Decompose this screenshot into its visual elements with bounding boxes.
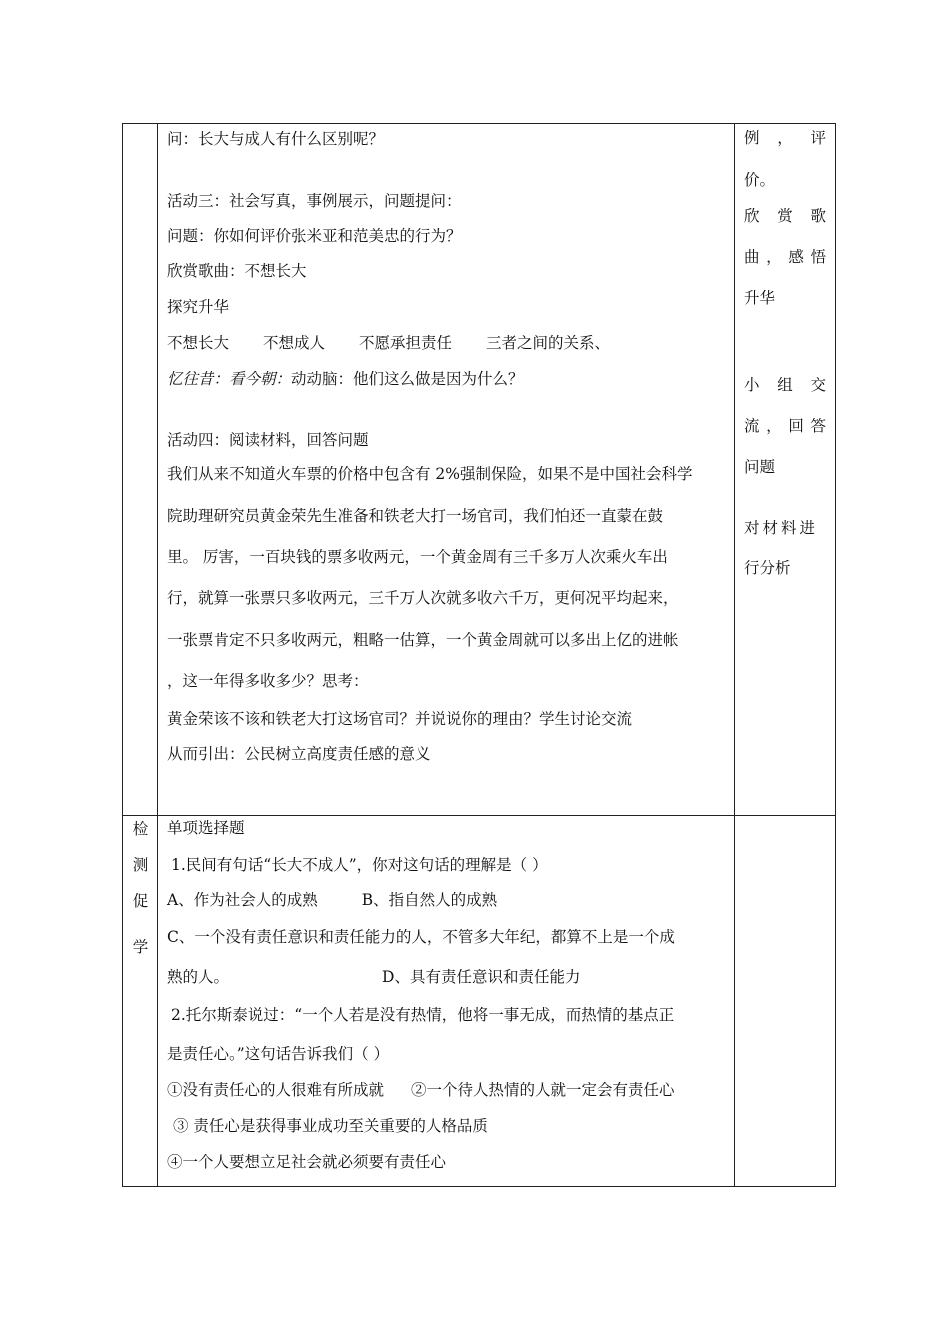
note-line: 流 ， 回 答 xyxy=(744,417,826,435)
q2-stem-cont: 是责任心。”这句话告诉我们（ ） xyxy=(167,1045,390,1063)
recall-italic: 忆往昔：看今朝： xyxy=(167,370,292,388)
material-line: 一张票肯定不只多收两元，粗略一估算，一个黄金周就可以多出上亿的进帐 xyxy=(167,631,679,649)
q1-stem: 1.民间有句话“长大不成人”，你对这句话的理解是（ ） xyxy=(171,856,548,874)
test-title: 单项选择题 xyxy=(167,819,245,837)
note-line: 小 组 交 xyxy=(744,376,826,394)
note-line: 例 ， 评 xyxy=(744,129,826,147)
note-line: 曲 ， 感 悟 xyxy=(744,248,826,266)
activity3-title: 活动三：社会写真，事例展示，问题提问： xyxy=(167,192,462,210)
activity3-question: 问题：你如何评价张米亚和范美忠的行为？ xyxy=(167,227,462,245)
note-line: 问题 xyxy=(744,458,776,476)
q1-option-a: A、作为社会人的成熟 xyxy=(167,891,318,909)
q2-choice-1: ①没有责任心的人很难有所成就 xyxy=(167,1081,385,1099)
note-line: 价。 xyxy=(744,171,776,189)
q1-option-c-cont: 熟的人。 xyxy=(167,968,230,986)
recall-line xyxy=(167,369,524,389)
note-line: 欣 赏 歌 xyxy=(744,207,826,225)
q1-option-b: B、指自然人的成熟 xyxy=(361,891,498,909)
row-divider xyxy=(123,815,835,816)
column-divider-left xyxy=(157,124,158,1186)
note-line: 对材料进 xyxy=(744,519,819,537)
note-line: 行分析 xyxy=(744,559,791,577)
q1-option-c: C、一个没有责任意识和责任能力的人，不管多大年纪，都算不上是一个成 xyxy=(167,928,675,946)
column-divider-right xyxy=(734,124,735,1186)
q2-choice-4: ④一个人要想立足社会就必须要有责任心 xyxy=(167,1153,447,1171)
note-line: 升华 xyxy=(744,289,776,307)
q1-options-ab xyxy=(167,890,497,910)
q1-option-d: D、具有责任意识和责任能力 xyxy=(382,968,581,986)
material-line: ，这一年得多收多少？思考： xyxy=(167,672,369,690)
activity4-title: 活动四：阅读材料，回答问题 xyxy=(167,431,369,449)
recall-rest: 动动脑：他们这么做是因为什么？ xyxy=(291,370,524,388)
relation-part: 三者之间的关系、 xyxy=(486,334,611,352)
q2-choice-2: ②一个待人热情的人就一定会有责任心 xyxy=(411,1081,675,1099)
song-label: 欣赏歌曲：不想长大 xyxy=(167,262,307,280)
q2-choice-3: ③ 责任心是获得事业成功至关重要的人格品质 xyxy=(173,1117,488,1135)
question-growth: 问：长大与成人有什么区别呢？ xyxy=(167,130,385,148)
q2-stem: 2.托尔斯泰说过：“一个人若是没有热情，他将一事无成，而热情的基点正 xyxy=(171,1006,675,1024)
material-line: 院助理研究员黄金荣先生准备和铁老大打一场官司，我们怕还一直蒙在鼓 xyxy=(167,507,664,525)
q1-options-cd xyxy=(167,967,580,987)
material-line: 我们从来不知道火车票的价格中包含有 2%强制保险，如果不是中国社会科学 xyxy=(167,465,693,483)
material-line: 行，就算一张票只多收两元，三千万人次就多收六千万，更何况平均起来， xyxy=(167,589,679,607)
relation-part: 不愿承担责任 xyxy=(359,334,453,352)
think-question: 黄金荣该不该和铁老大打这场官司？并说说你的理由？学生讨论交流 xyxy=(167,710,633,728)
q2-choices-12 xyxy=(167,1080,675,1100)
relation-part: 不想长大 xyxy=(167,334,230,352)
relation-part: 不想成人 xyxy=(263,334,326,352)
explore-label: 探究升华 xyxy=(167,298,230,316)
conclusion: 从而引出：公民树立高度责任感的意义 xyxy=(167,745,431,763)
material-line: 里。 厉害，一百块钱的票多收两元，一个黄金周有三千多万人次乘火车出 xyxy=(167,548,668,566)
lesson-table: 问：长大与成人有什么区别呢？ 活动三：社会写真，事例展示，问题提问： 问题：你如何评价张米亚和范美忠的行为？ 欣赏歌曲：不想长大 探究升华 不想长大 不想成人 不愿承担责任 三者之间的关系、 忆往昔：看今朝：动动脑：他们这么做是因为什么？ 活动四：阅读材料，回答问题 我们从来不知道火车票的价格中包含有 2%强制保险，如果不是中国社会科学 院助理研究员黄金荣先生准备和铁老大打一场官司，我们怕还一直蒙在鼓 里。 厉害，一百块钱的票多收两元，一个黄金周有三千多万人次乘火车出 行，就算一张票只多收两元，三千万人次就多收六千万，更何况平均起来， 一张票肯定不只多收两元，粗略一估算，一个黄金周就可以多出上亿的进帐 ，这一年得多收多少？思考： 黄金荣该不该和铁老大打这场官司？并说说你的理由？学生讨论交流 从而引出：公民树立高度责任感的意义 例 ， 评 价。 欣 赏 歌 曲 ， 感 悟 升华 小 组 交 流 ， 回 答 问题 对材料进 行分析 检 测 促 学 单项选择题 1.民间有句话“长大不成人”，你对这句话的理解是（ ） A、作为社会人的成熟 B、指自然人的成熟 C、一个没有责任意识和责任能力的人，不管多大年纪，都算不上是一个成 熟的人。 D、具有责任意识和责任能力 2.托尔斯泰说过：“一个人若是没有热情，他将一事无成，而热情的基点正 是责任心。”这句话告诉我们（ ） ①没有责任心的人很难有所成就 ②一个待人热情的人就一定会有责任心 ③ 责任心是获得事业成功至关重要的人格品质 ④一个人要想立足社会就必须要有责任心 xyxy=(122,123,836,1187)
relation-line xyxy=(167,333,610,353)
